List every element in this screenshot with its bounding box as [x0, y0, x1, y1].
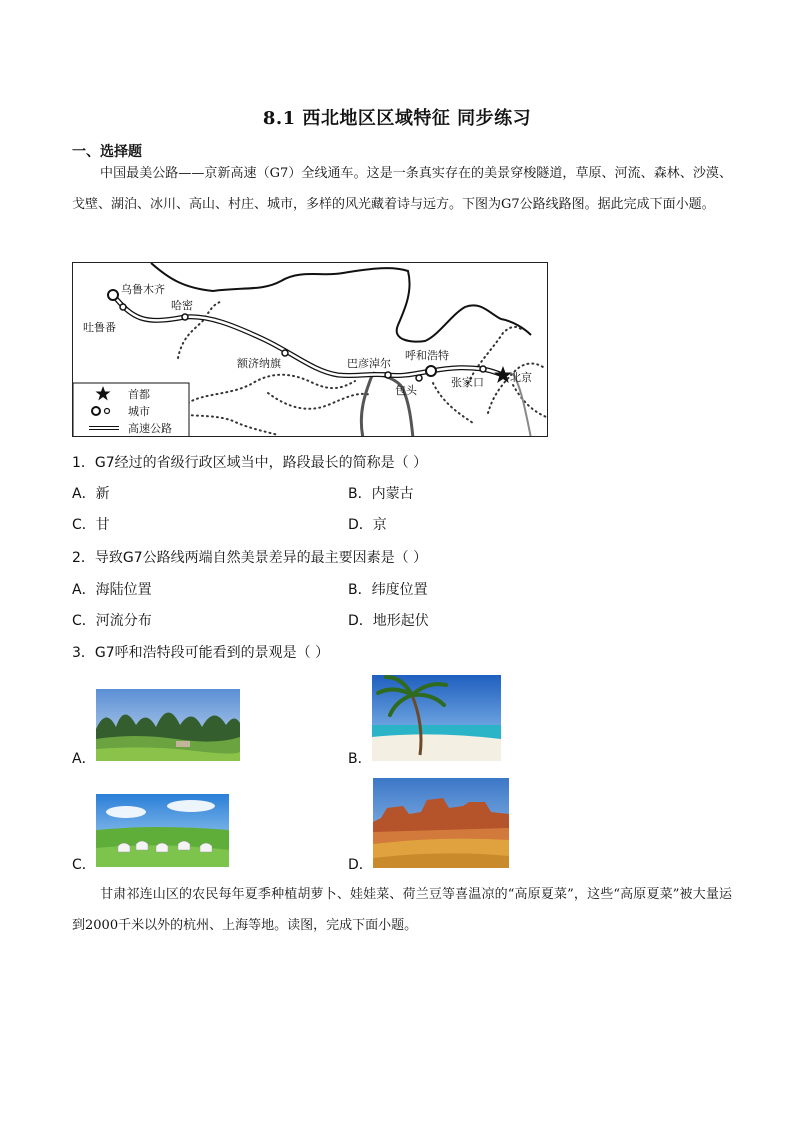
- q3-option-d-label[interactable]: D．: [348, 857, 373, 873]
- legend-highway: 高速公路: [128, 422, 172, 435]
- section-heading: 一、选择题: [72, 144, 142, 160]
- q3-option-a-label[interactable]: A．: [72, 751, 96, 767]
- svg-text:包头: 包头: [395, 384, 417, 397]
- svg-text:吐鲁番: 吐鲁番: [83, 321, 116, 334]
- q1-option-c[interactable]: C．甘: [72, 517, 110, 533]
- legend-city: 城市: [128, 405, 150, 418]
- karst-landscape-photo[interactable]: [96, 689, 240, 761]
- svg-text:北京: 北京: [510, 371, 532, 384]
- g7-route-map: [72, 262, 548, 437]
- intro-text-2: 甘肃祁连山区的农民每年夏季种植胡萝卜、娃娃菜、荷兰豆等喜温凉的“高原夏菜”，这些“高原夏菜”被大量运到2000千米以外的杭州、上海等地。读图，完成下面小题。: [72, 887, 732, 933]
- q2-option-a[interactable]: A．海陆位置: [72, 582, 152, 598]
- svg-text:额济纳旗: 额济纳旗: [237, 357, 281, 370]
- intro-text-1: 中国最美公路——京新高速（G7）全线通车。这是一条真实存在的美景穿梭隧道，草原、河流、森林、沙漠、戈壁、湖泊、冰川、高山、村庄、城市，多样的风光藏着诗与远方。下图为G7公路线路图。据此完成下面小题。: [72, 166, 732, 212]
- question-1: 1．G7经过的省级行政区域当中，路段最长的简称是（ ）: [72, 455, 428, 471]
- question-2: 2．导致G7公路线两端自然美景差异的最主要因素是（ ）: [72, 550, 428, 566]
- city-urumqi-marker: [108, 290, 118, 300]
- q2-option-d[interactable]: D．地形起伏: [348, 613, 429, 629]
- intro-paragraph-1: [72, 158, 732, 220]
- grassland-yurt-photo[interactable]: [96, 794, 229, 867]
- q1-option-d[interactable]: D．京: [348, 517, 387, 533]
- map-label: 乌鲁木齐: [121, 283, 165, 296]
- q1-option-b[interactable]: B．内蒙古: [348, 486, 414, 502]
- q2-option-c[interactable]: C．河流分布: [72, 613, 152, 629]
- q3-option-b-label[interactable]: B．: [348, 751, 372, 767]
- danxia-landform-photo[interactable]: [373, 778, 509, 868]
- svg-text:呼和浩特: 呼和浩特: [405, 349, 449, 362]
- legend-capital: 首都: [128, 388, 150, 401]
- svg-text:哈密: 哈密: [171, 299, 193, 312]
- q1-option-a[interactable]: A．新: [72, 486, 110, 502]
- svg-text:巴彦淖尔: 巴彦淖尔: [347, 357, 391, 370]
- q3-option-c-label[interactable]: C．: [72, 857, 96, 873]
- svg-text:张家口: 张家口: [451, 376, 484, 389]
- page-title: 8.1 西北地区区域特征 同步练习: [262, 108, 532, 129]
- q2-option-b[interactable]: B．纬度位置: [348, 582, 428, 598]
- question-3: 3．G7呼和浩特段可能看到的景观是（ ）: [72, 645, 330, 661]
- intro-paragraph-2: [72, 879, 732, 941]
- tropical-beach-photo[interactable]: [372, 675, 501, 761]
